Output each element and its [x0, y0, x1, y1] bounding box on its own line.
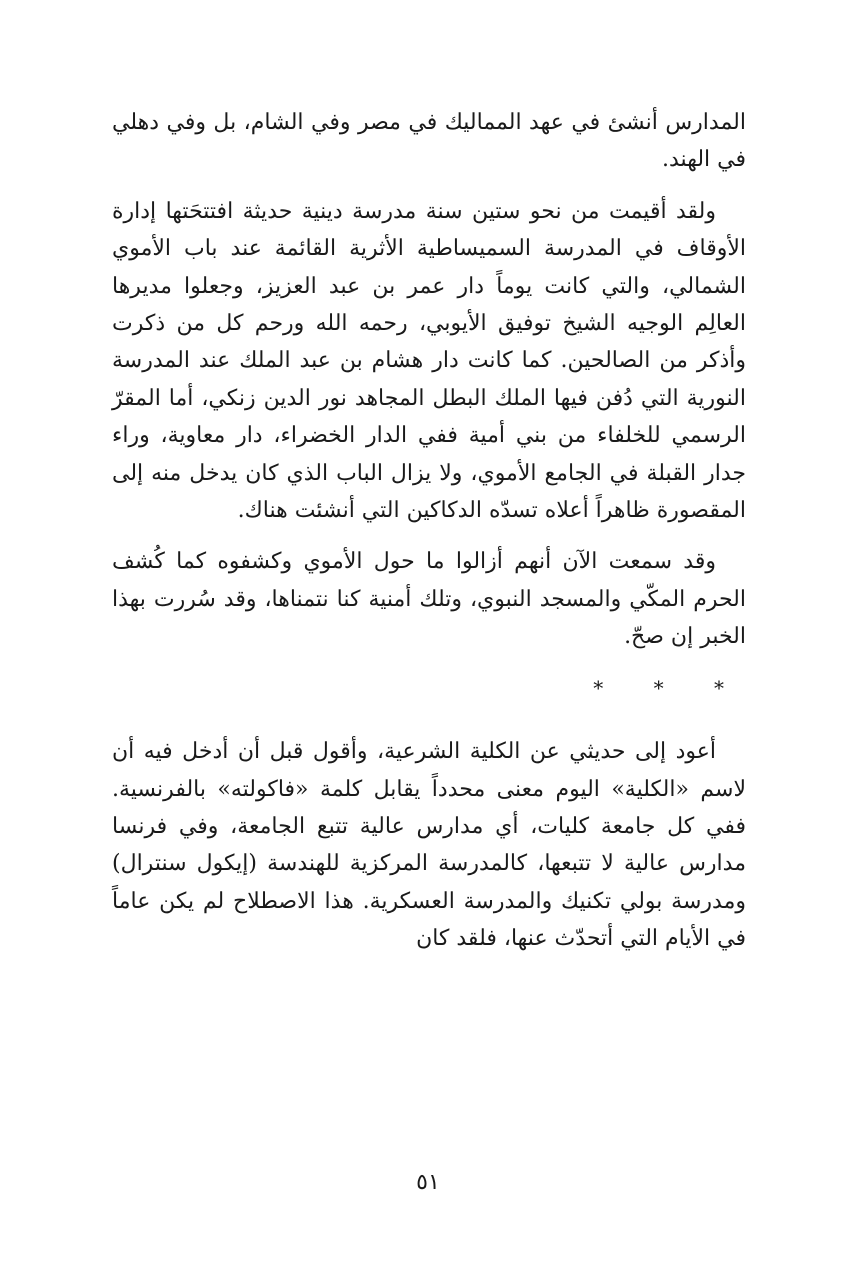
paragraph-2: ولقد أقيمت من نحو ستين سنة مدرسة دينية حديثة افتتحَتها إدارة الأوقاف في المدرسة السميساطية الأثرية القائمة عند باب الأموي الشمالي، والتي كانت يوماً دار عمر بن عبد العزيز، وجعلوا مديرها العالِم الوجيه الشيخ توفيق الأيوبي، رحمه الله ورحم كل من ذكرت وأذكر من الصالحين. كما كانت دار هشام بن عبد الملك عند المدرسة النورية التي دُفن فيها الملك البطل المجاهد نور الدين زنكي، أما المقرّ الرسمي للخلفاء من بني أمية ففي الدار الخضراء، دار معاوية، وراء جدار القبلة في الجامع الأموي، ولا يزال الباب الذي كان يدخل منه إلى المقصورة ظاهراً أعلاه تسدّه الدكاكين التي أنشئت هناك.	[112, 198, 746, 524]
paragraph-3: وقد سمعت الآن أنهم أزالوا ما حول الأموي وكشفوه كما كُشف الحرم المكّي والمسجد النبوي، وتلك أمنية كنا نتمناها، وقد سُررت بهذا الخبر إن صحّ.	[112, 549, 746, 650]
paragraph-4: أعود إلى حديثي عن الكلية الشرعية، وأقول قبل أن أدخل فيه أن لاسم «الكلية» اليوم معنى محدداً يقابل كلمة «فاكولته» بالفرنسية. ففي كل جامعة كليات، أي مدارس عالية تتبع الجامعة، وفي فرنسا مدارس عالية لا تتبعها، كالمدرسة المركزية للهندسة (إيكول سنترال) ومدرسة بولي تكنيك والمدرسة العسكرية. هذا الاصطلاح لم يكن عاماً في الأيام التي أتحدّث عنها، فلقد كان	[112, 739, 746, 952]
section-separator: * * *	[593, 675, 746, 700]
page-body	[112, 104, 746, 972]
paragraph-1: المدارس أنشئ في عهد المماليك في مصر وفي الشام، بل وفي دهلي في الهند.	[112, 110, 746, 173]
page-number: ٥١	[416, 1170, 440, 1195]
